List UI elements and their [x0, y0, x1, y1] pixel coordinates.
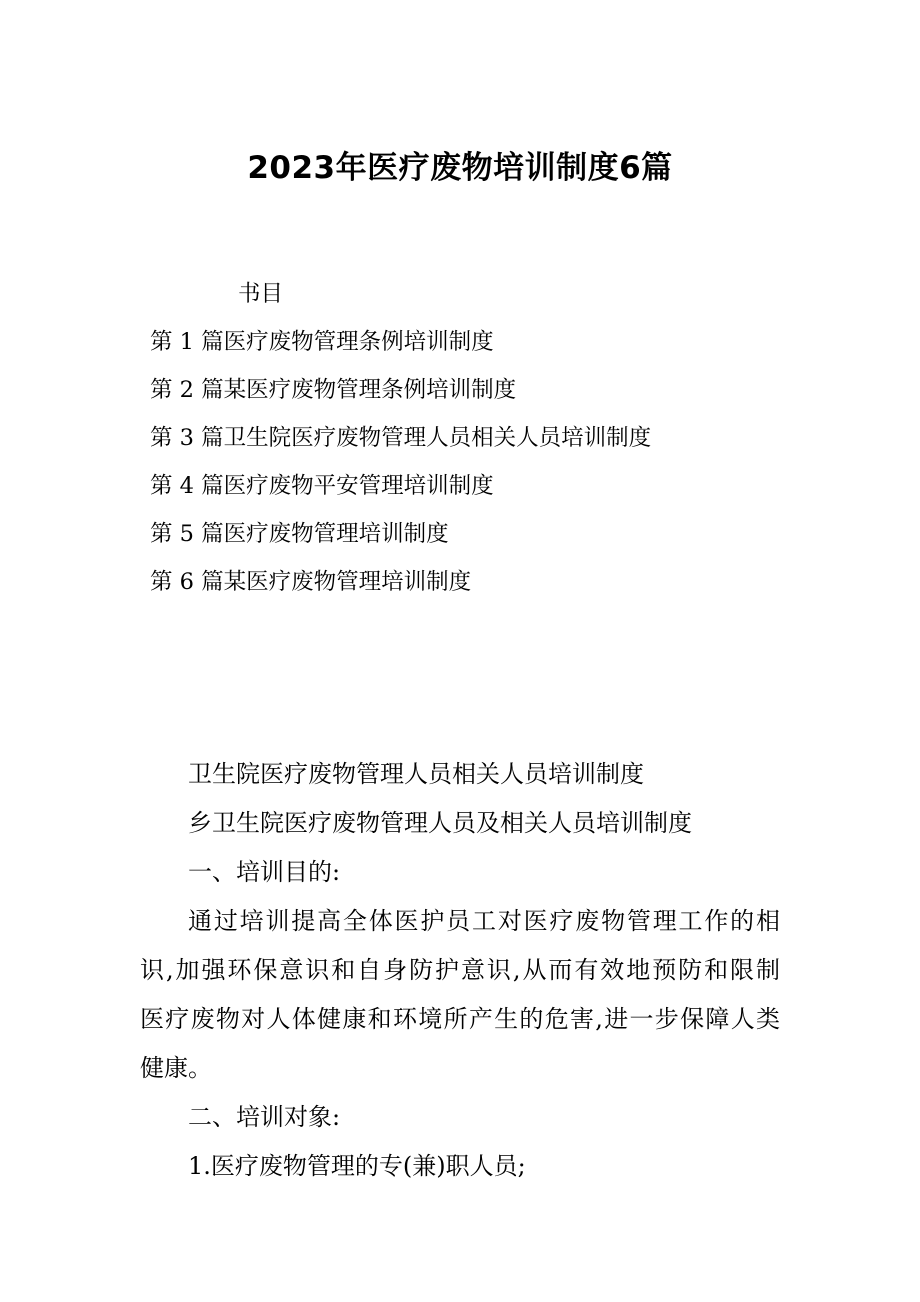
paragraph-line: 健康。 — [140, 1054, 212, 1082]
toc-item: 第 6 篇某医疗废物管理培训制度 — [150, 569, 472, 595]
paragraph-line: 识,加强环保意识和自身防护意识,从而有效地预防和限制 — [140, 956, 780, 984]
section-heading: 一、培训目的: — [188, 858, 341, 886]
toc-item: 第 5 篇医疗废物管理培训制度 — [150, 521, 449, 547]
section-subtitle: 乡卫生院医疗废物管理人员及相关人员培训制度 — [188, 809, 692, 837]
paragraph-line: 通过培训提高全体医护员工对医疗废物管理工作的相 — [188, 907, 780, 935]
document-title: 2023年医疗废物培训制度6篇 — [247, 150, 673, 186]
section-heading: 二、培训对象: — [188, 1103, 341, 1131]
list-item: 1.医疗废物管理的专(兼)职人员; — [188, 1152, 526, 1180]
section-title: 卫生院医疗废物管理人员相关人员培训制度 — [188, 760, 644, 788]
toc-item: 第 1 篇医疗废物管理条例培训制度 — [150, 329, 494, 355]
toc-item: 第 3 篇卫生院医疗废物管理人员相关人员培训制度 — [150, 425, 652, 451]
paragraph-line: 医疗废物对人体健康和环境所产生的危害,进一步保障人类 — [140, 1005, 780, 1033]
toc-item: 第 4 篇医疗废物平安管理培训制度 — [150, 473, 494, 499]
toc-item: 第 2 篇某医疗废物管理条例培训制度 — [150, 377, 517, 403]
toc-heading: 书目 — [238, 281, 284, 307]
